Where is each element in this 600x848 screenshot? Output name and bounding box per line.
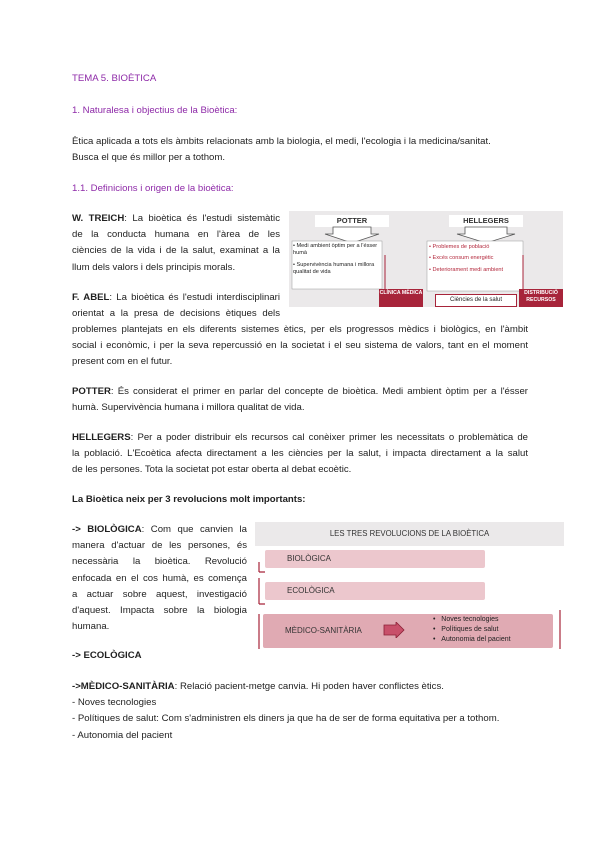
hellegers-item-3: • Deteriorament medi ambient: [429, 267, 504, 273]
potter-item-2-text: Supervivència humana i millora qualitat de vida: [293, 262, 375, 275]
revolutions-diagram-title: LES TRES REVOLUCIONS DE LA BIOÈTICA: [255, 522, 564, 546]
biologica-prefix: -> BIOLÒGICA: [72, 524, 142, 535]
section1-line-1: Ètica aplicada a tots els àmbits relacionats amb la biologia, el medi, l'ecologia i la medicina/sanitat.: [72, 136, 491, 147]
biologica-line-6: d'aquest. Impacta sobre la biologia: [72, 605, 247, 617]
hellegers-item-2: • Excés consum energètic: [429, 255, 494, 261]
hellegers-item-1: • Problemes de població: [429, 244, 490, 250]
treich-line-3: ciències de la vida i de la salut, examinat a la: [72, 245, 280, 257]
hellegers-paragraph: HELLEGERS: Per a poder distribuir els recursos cal conèixer primer les necessitats o problemàtica de la població. L'Ecoètica afecta directament a les ciències per la salut, i impacta directament a la salut de les persones. Tota la societat pot estar oberta al debat ecoètic.: [72, 430, 528, 479]
potter-item-2: • Supervivència humana i millora qualitat de vida: [293, 262, 375, 275]
section1-line-2: Busca el que és millor per a tothom.: [72, 152, 226, 163]
biologica-line-7: humana.: [72, 621, 110, 633]
hellegers-item-1-text: Problemes de població: [432, 244, 490, 250]
rev-bullet-3-text: Autonomia del pacient: [441, 636, 511, 643]
rev-bullet-3: • Autonomia del pacient: [433, 636, 511, 643]
potter-name: POTTER: [72, 386, 111, 397]
biologica-line-1: Com que canvien la: [150, 524, 247, 535]
clinica-medica-box: CLÍNICA MÈDICA: [379, 289, 423, 307]
ciencies-salut-box: Ciències de la salut: [435, 294, 517, 307]
arrow-right-icon: [383, 622, 405, 638]
hellegers-line-2: la població. L'Ecoètica afecta directament a les ciències per la salut, i impacta directament a la salut: [72, 448, 528, 460]
abel-line-2: orientat a la presa de decisions ètiques dels: [72, 308, 280, 320]
hellegers-item-3-text: Deteriorament medi ambient: [432, 267, 504, 273]
treich-line-4: llum dels valors i dels principis morals.: [72, 261, 236, 273]
abel-paragraph-bottom: [72, 322, 528, 371]
biologica-line-4: enfocada en el cos humà, es comença: [72, 572, 247, 584]
abel-line-4: social i econòmic, i per la seva repercussió en la societat i el seu sistema de valors, tant en el moment: [72, 340, 528, 352]
potter-line-1: És considerat el primer en parlar del concepte de bioètica. Medi ambient òptim per a l'ésser: [117, 386, 528, 397]
section-heading-1-1: 1.1. Definicions i origen de la bioètica:: [72, 183, 234, 194]
bar-ecologica: ECOLÒGICA: [265, 582, 485, 600]
medico-line-1: Relació pacient-metge canvia. Hi poden haver conflictes ètics.: [179, 681, 444, 692]
medico-prefix: ->MÈDICO-SANITÀRIA: [72, 681, 175, 692]
abel-line-5: present com en el futur.: [72, 356, 173, 368]
potter-hellegers-diagram: [289, 211, 563, 307]
bar-biologica: BIOLÒGICA: [265, 550, 485, 568]
biologica-line-3: necessària la bioètica. Revolució: [72, 556, 247, 568]
abel-line-3: problemes plantejats en els diferents sistemes ètics, per els progressos mèdics i biològics, en l'àmbit: [72, 324, 528, 335]
abel-line-1: La bioètica és l'estudi interdisciplinari: [116, 292, 280, 303]
medico-line-2: - Noves tecnologies: [72, 697, 157, 709]
biologica-paragraph: -> BIOLÒGICA: Com que canvien la manera d'actuar de les persones, és necessària la bioètica. Revolució enfocada en el cos humà, es comença a actuar sobre aquest, investigació d'aquest. Impacta sobre la biologia humana.: [72, 522, 247, 635]
potter-paragraph: POTTER: És considerat el primer en parlar del concepte de bioètica. Medi ambient òptim per a l'ésser humà. Supervivència humana i millora qualitat de vida.: [72, 384, 528, 416]
hellegers-item-2-text: Excés consum energètic: [432, 255, 494, 261]
treich-line-1: La bioètica és l'estudi sistemàtic: [132, 213, 280, 224]
distribucio-recursos-box: DISTRIBUCIÓ RECURSOS: [519, 289, 563, 307]
section-heading-1: 1. Naturalesa i objectius de la Bioètica:: [72, 105, 238, 116]
rev-bullet-1-text: Noves tecnologies: [441, 616, 499, 623]
bar-medico-label: MÈDICO-SANITÀRIA: [285, 626, 362, 635]
potter-label: POTTER: [315, 215, 389, 227]
page-title: TEMA 5. BIOÈTICA: [72, 73, 157, 84]
rev-bullet-1: • Noves tecnologies: [433, 616, 499, 623]
medico-line-4: - Autonomia del pacient: [72, 729, 173, 741]
potter-item-1: • Medi ambient òptim per a l'ésser humà: [293, 243, 378, 256]
ecologica-heading: -> ECOLÒGICA: [72, 650, 142, 661]
abel-paragraph-top: F. ABEL: La bioètica és l'estudi interdisciplinari orientat a la presa de decisions ètiques dels: [72, 290, 280, 322]
medico-paragraph: ->MÈDICO-SANITÀRIA: Relació pacient-metge canvia. Hi poden haver conflictes ètics. - Noves tecnologies - Polítiques de salut: Com s'administren els diners ja que ha de ser de forma equitativa per a tothom. - Autonomia del pacient: [72, 679, 542, 744]
treich-line-2: de la conducta humana en l'àrea de les: [72, 229, 280, 241]
abel-name: F. ABEL: [72, 292, 110, 303]
potter-item-1-text: Medi ambient òptim per a l'ésser humà: [293, 243, 378, 256]
rev-bullet-2: • Polítiques de salut: [433, 626, 499, 633]
biologica-line-2: manera d'actuar de les persones, és: [72, 540, 247, 552]
potter-line-2: humà. Supervivència humana i millora qualitat de vida.: [72, 402, 305, 414]
medico-line-3: - Polítiques de salut: Com s'administren els diners ja que ha de ser de forma equitativa per a tothom.: [72, 713, 500, 725]
revolutions-heading: La Bioètica neix per 3 revolucions molt importants:: [72, 494, 306, 505]
hellegers-name: HELLEGERS: [72, 432, 131, 443]
biologica-line-5: a actuar sobre aquest, investigació: [72, 588, 247, 600]
hellegers-line-1: Per a poder distribuir els recursos cal conèixer primer les necessitats o problemàtica de: [137, 432, 528, 443]
hellegers-label: HELLEGERS: [449, 215, 523, 227]
hellegers-line-3: de les persones. Tota la societat pot estar oberta al debat ecoètic.: [72, 464, 352, 476]
treich-name: W. TREICH: [72, 213, 125, 224]
three-revolutions-diagram: [255, 522, 564, 650]
rev-bullet-2-text: Polítiques de salut: [441, 626, 499, 633]
treich-paragraph: W. TREICH: La bioètica és l'estudi sistemàtic de la conducta humana en l'àrea de les ciències de la vida i de la salut, examinat a la llum dels valors i dels principis morals.: [72, 211, 280, 276]
